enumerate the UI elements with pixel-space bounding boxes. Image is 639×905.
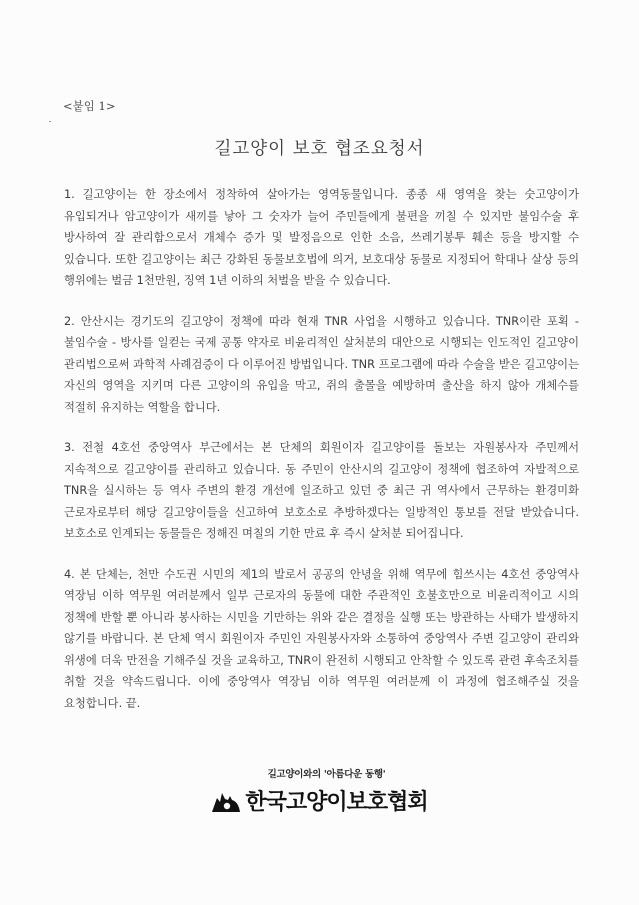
- organization-footer: [0, 766, 639, 817]
- cat-silhouette-logo-icon: [211, 789, 241, 813]
- organization-signature: [211, 785, 427, 816]
- paragraph-2: 2. 안산시는 경기도의 길고양이 정책에 따라 현재 TNR 사업을 시행하고 있습니다. TNR이란 포획 - 불임수술 - 방사를 일컫는 국제 공통 약자로 비윤리적인 살처분의 대안으로 시행되는 인도적인 길고양이 관리법으로써 과학적 사례검증이 다 이루어진 방법입니다. TNR 프로그램에 따라 수술을 받은 길고양이는 자신의 영역을 지키며 다른 고양이의 유입을 막고, 쥐의 출몰을 예방하며 출산을 하지 않아 개체수를 적절히 유지하는 역할을 합니다.: [64, 314, 579, 414]
- paragraph-4: 4. 본 단체는, 천만 수도권 시민의 제1의 발로서 공공의 안녕을 위해 역무에 힘쓰시는 4호선 중앙역사 역장님 이하 역무원 여러분께서 일부 근로자의 동물에 대한 주관적인 호불호만으로 비윤리적이고 시의 정책에 반할 뿐 아니라 봉사하는 시민을 기만하는 위와 같은 결정을 실행 또는 방관하는 사태가 발생하지 않기를 바랍니다. 본 단체 역시 회원이자 주민인 자원봉사자와 소통하여 중앙역사 주변 길고양이 관리와 위생에 더욱 만전을 기해주실 것을 교육하고, TNR이 완전히 시행되고 안착할 수 있도록 관련 후속조치를 취할 것을 약속드립니다. 이에 중앙역사 역장님 이하 역무원 여러분께 이 과정에 협조해주실 것을 요청합니다. 끝.: [64, 567, 579, 710]
- slogan: 길고양이와의 '아름다운 동행': [267, 769, 386, 780]
- scan-speck: [49, 121, 51, 122]
- body-text: [64, 184, 579, 733]
- paragraph-1: 1. 길고양이는 한 장소에서 정착하여 살아가는 영역동물입니다. 종종 새 영역을 찾는 숫고양이가 유입되거나 암고양이가 새끼를 낳아 그 숫자가 늘어 주민들에게 불편을 끼칠 수 있지만 불임수술 후 방사하여 잘 관리함으로서 개체수 증가 및 발정음으로 인한 소음, 쓰레기봉투 훼손 등을 방지할 수 있습니다. 또한 길고양이는 최근 강화된 동물보호법에 의거, 보호대상 동물로 지정되어 학대나 살상 등의 행위에는 벌금 1천만원, 징역 1년 이하의 처벌을 받을 수 있습니다.: [64, 188, 579, 287]
- document-title: 길고양이 보호 협조요청서: [214, 139, 425, 159]
- paragraph-3: 3. 전철 4호선 중앙역사 부근에서는 본 단체의 회원이자 길고양이를 돌보는 자원봉사자 주민께서 지속적으로 길고양이를 관리하고 있습니다. 동 주민이 안산시의 길고양이 정책에 협조하여 자발적으로 TNR을 실시하는 등 역사 주변의 환경 개선에 일조하고 있던 중 최근 귀 역사에서 근무하는 환경미화 근로자로부터 해당 길고양이들을 신고하여 보호소로 추방하겠다는 일방적인 통보를 전달 받았습니다. 보호소로 인계되는 동물들은 정해진 며칠의 기한 만료 후 즉시 살처분 되어집니다.: [64, 441, 579, 540]
- attachment-label: <붙임 1>: [63, 99, 116, 113]
- organization-name: 한국고양이보호협회: [245, 790, 428, 815]
